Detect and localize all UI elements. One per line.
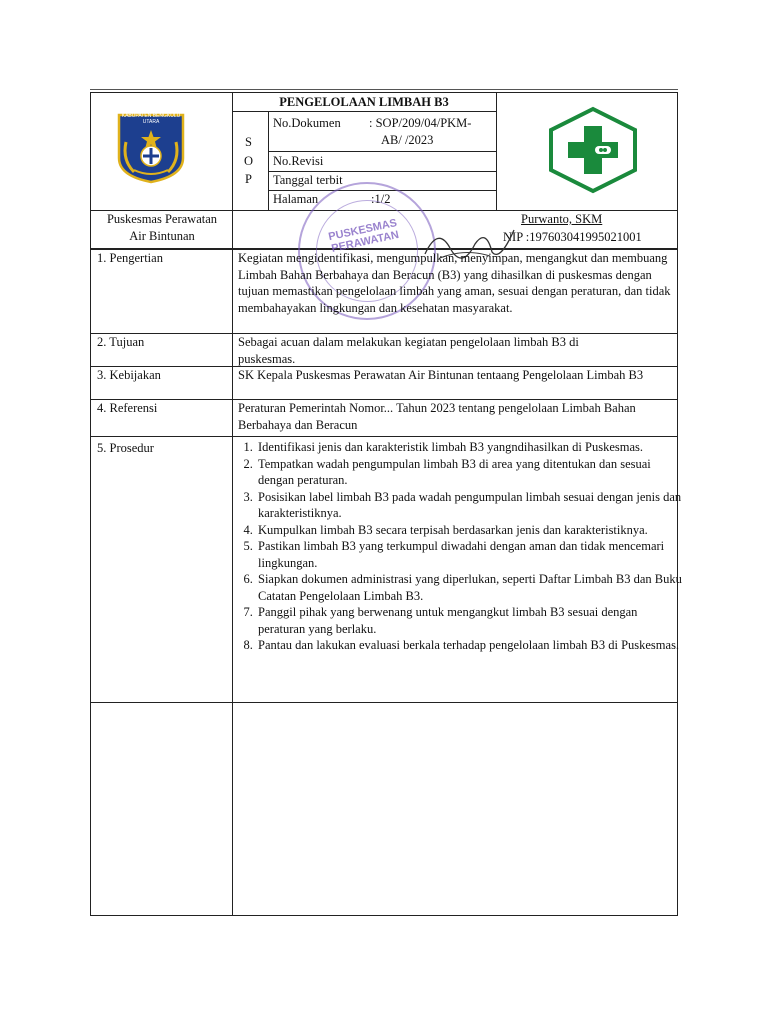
signer-name: Purwanto, SKM xyxy=(521,212,603,226)
procedure-step: 3. Posisikan label limbah B3 pada wadah pengumpulan limbah sesuai dengan jenis dan karakteristiknya. xyxy=(256,489,686,522)
tanggal-terbit-label: Tanggal terbit xyxy=(273,173,343,187)
sop-letter-divider xyxy=(268,111,269,210)
section-text-tujuan: Sebagai acuan dalam melakukan kegiatan pengelolaan limbah B3 di puskesmas. xyxy=(238,335,579,366)
logo-caption: KABUPATEN BENGKULU UTARA xyxy=(121,113,181,125)
no-revisi-label: No.Revisi xyxy=(273,154,324,168)
stamp-text: PUSKESMAS PERAWATAN xyxy=(327,217,401,255)
section-label-pengertian: 1. Pengertian xyxy=(97,251,163,265)
puskesmas-name-line2: Air Bintunan xyxy=(129,229,195,243)
section-label-kebijakan: 3. Kebijakan xyxy=(97,368,161,382)
procedure-list xyxy=(238,439,686,654)
no-dokumen-value: : SOP/209/04/PKM- xyxy=(369,116,472,130)
title-underline xyxy=(232,111,496,112)
procedure-step: 2. Tempatkan wadah pengumpulan limbah B3 di area yang ditentukan dan sesuai dengan peraturan. xyxy=(256,456,686,489)
puskesmas-logo xyxy=(546,106,640,194)
halaman-value: :1/2 xyxy=(371,192,391,206)
section-label-prosedur: 5. Prosedur xyxy=(97,441,154,455)
section-text-referensi: Peraturan Pemerintah Nomor... Tahun 2023 tentang pengelolaan Limbah Bahan Berbahaya dan Beracun xyxy=(238,401,636,432)
procedure-step: 1. Identifikasi jenis dan karakteristik limbah B3 yangndihasilkan di Puskesmas. xyxy=(256,439,686,456)
no-dokumen-value-2: AB/ /2023 xyxy=(381,133,434,147)
sop-letter-o: O xyxy=(244,154,254,168)
section-line xyxy=(90,436,678,437)
section-label-referensi: 4. Referensi xyxy=(97,401,158,415)
sop-letter-p: P xyxy=(245,172,252,186)
signer-nip: NIP :197603041995021001 xyxy=(503,230,642,244)
procedure-step: 6. Siapkan dokumen administrasi yang diperlukan, seperti Daftar Limbah B3 dan Buku Catatan Pengelolaan Limbah B3. xyxy=(256,571,686,604)
header-right-divider xyxy=(496,92,497,210)
puskesmas-name-line1: Puskesmas Perawatan xyxy=(106,212,218,226)
no-dokumen-label: No.Dokumen xyxy=(273,116,341,130)
procedure-step: 7. Panggil pihak yang berwenang untuk mengangkut limbah B3 sesuai dengan peraturan yang berlaku. xyxy=(256,604,686,637)
procedure-step: 5. Pastikan limbah B3 yang terkumpul diwadahi dengan aman dan tidak mencemari lingkungan. xyxy=(256,538,686,571)
sop-letter-s: S xyxy=(245,135,252,149)
section-text-pengertian: Kegiatan mengidentifikasi, mengumpulkan, menyimpan, mengangkut dan membuang Limbah Bahan Berbahaya dan Beracun (B3) yang dihasilkan di puskesmas dengan tujuan memastikan pengelolaan limbah yang aman, sesuai dengan peraturan, dan tidak membahayakan lingkungan dan kesehatan masyarakat. xyxy=(238,251,671,315)
section-label-tujuan: 2. Tujuan xyxy=(97,335,145,349)
row-line xyxy=(268,151,496,152)
procedure-step: 8. Pantau dan lakukan evaluasi berkala terhadap pengelolaan limbah B3 di Puskesmas. xyxy=(256,637,686,654)
document-title: PENGELOLAAN LIMBAH B3 xyxy=(279,95,449,109)
section-text-kebijakan: SK Kepala Puskesmas Perawatan Air Bintunan tentaang Pengelolaan Limbah B3 xyxy=(238,368,644,382)
top-rule xyxy=(90,89,678,90)
section-line xyxy=(90,702,678,703)
halaman-label: Halaman xyxy=(273,192,319,206)
column-divider-left xyxy=(232,92,233,916)
procedure-step: 4. Kumpulkan limbah B3 secara terpisah berdasarkan jenis dan karakteristiknya. xyxy=(256,522,686,539)
